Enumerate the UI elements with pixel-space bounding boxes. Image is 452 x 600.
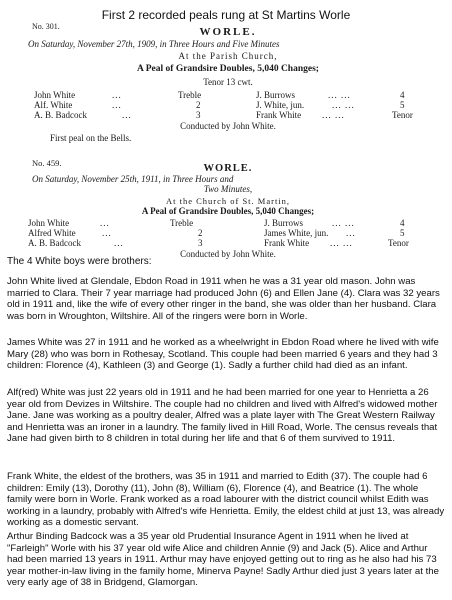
brothers-heading: The 4 White boys were brothers:	[7, 256, 152, 267]
ringer-bell: Treble	[178, 90, 202, 100]
peal-date: On Saturday, November 27th, 1909, in Three Hours and Five Minutes	[28, 39, 280, 49]
dots: ...	[112, 90, 122, 100]
ringer-bell: Tenor	[392, 110, 413, 120]
ringer-name: J. Burrows	[264, 218, 304, 228]
peal-place: WORLE.	[199, 26, 257, 38]
dots: ... ...	[322, 110, 345, 120]
peal-number: No. 459.	[32, 158, 62, 168]
ringer-bell: 2	[196, 100, 201, 110]
ringer-bell: 4	[400, 218, 405, 228]
dots: ... ...	[330, 238, 353, 248]
ringer-name: John White	[34, 90, 76, 100]
ringer-bell: 3	[198, 238, 203, 248]
ringer-bell: 5	[400, 228, 405, 238]
peal-place: WORLE.	[203, 163, 253, 174]
dots: ...	[112, 100, 122, 110]
dots: ...	[346, 228, 356, 238]
ringer-bell: 4	[400, 90, 405, 100]
ringer-bell: Tenor	[388, 238, 409, 248]
peal-date-2: Two Minutes,	[203, 184, 253, 194]
ringer-name: Alf. White	[34, 100, 73, 110]
peal-venue: At the Parish Church,	[178, 51, 278, 61]
ringer-name: A. B. Badcock	[34, 110, 87, 120]
peal-record-1911	[28, 158, 428, 259]
peal-title: A Peal of Grandsire Doubles, 5,040 Changes;	[141, 206, 315, 216]
ringer-name: J. Burrows	[256, 90, 296, 100]
ringer-bell: 2	[198, 228, 203, 238]
paragraph-john-white: John White lived at Glendale, Ebdon Road in 1911 when he was a 31 year old mason. John was married to Clara. Their 7 year marriage had produced John (6) and Ellen Jane (4). Clara was 32 years old in 1911 and, like the wife of every other ringer in the band, she was older than her husband. Clara was born in Wroughton, Wiltshire. All of the ringers were born in Worle.	[7, 276, 440, 322]
ringer-bell: 3	[196, 110, 201, 120]
peal-number: No. 301.	[32, 22, 60, 31]
peal-conductor: Conducted by John White.	[180, 121, 276, 131]
paragraph-alfred-white: Alf(red) White was just 22 years old in 1911 and he had been married for one year to Henrietta a 26 year old from Devizes in Wiltshire. The couple had no children and lived with Alfred's widowed mother Jane. Jane was working as a poultry dealer, Alfred was a plate layer with The Great Western Railway and Henrietta was an ironer in a laundry. The family lived in Hill Road, Worle. The census reveals that Jane had given birth to 8 children in total during her life and that 6 of them survived to 1911.	[7, 387, 438, 445]
dots: ...	[100, 218, 110, 228]
page-title: First 2 recorded peals rung at St Martins Worle	[101, 8, 351, 22]
dots: ... ...	[332, 218, 355, 228]
peal-record-1909	[28, 22, 428, 156]
paragraph-arthur-badcock: Arthur Binding Badcock was a 35 year old Prudential Insurance Agent in 1911 when he lived at "Farleigh" Worle with his 37 year old wife Alice and children Annie (9) and Jack (5). Alice and Arthur had been married 13 years in 1911. Arthur may have enjoyed getting out to ring as he also had his 73 year mother-in-law living in the family home, Minerva Payne! Sadly Arthur died just 3 years later at the very early age of 38 in Bridgend, Glamorgan.	[7, 531, 439, 589]
dots: ...	[102, 228, 112, 238]
ringer-name: J. White, jun.	[256, 100, 305, 110]
ringer-bell: 5	[400, 100, 405, 110]
paragraph-frank-white: Frank White, the eldest of the brothers, was 35 in 1911 and married to Edith (37). The couple had 6 children: Emily (13), Dorothy (11), John (8), William (6), Florence (4), and Beatrice (1). The whole family were born in Worle. Frank worked as a road labourer with the district council whilst Edith was working in a laundry, probably with Alfred's wife Henrietta. Emily, the eldest child at just 13, was already working as a domestic servant.	[7, 471, 445, 529]
peal-title: A Peal of Grandsire Doubles, 5,040 Changes;	[137, 64, 319, 74]
ringer-name: James White, jun.	[264, 228, 329, 238]
dots: ... ...	[332, 100, 355, 110]
ringer-name: Alfred White	[28, 228, 76, 238]
dots: ...	[114, 238, 124, 248]
ringer-name: Frank White	[256, 110, 302, 120]
ringer-name: John White	[28, 218, 70, 228]
paragraph-james-white: James White was 27 in 1911 and he worked as a wheelwright in Ebdon Road where he lived with wife Mary (28) who was born in Rothesay, Scotland. This couple had been married 6 years and they had 3 children: Florence (4), Kathleen (3) and George (1). Sadly a further child had died as an infant.	[7, 337, 439, 372]
peal-conductor: Conducted by John White.	[180, 249, 276, 259]
ringer-name: A. B. Badcock	[28, 238, 81, 248]
peal-date: On Saturday, November 25th, 1911, in Three Hours and	[32, 174, 234, 184]
peal-venue: At the Church of St. Martin,	[165, 196, 291, 206]
ringer-bell: Treble	[170, 218, 194, 228]
dots: ... ...	[328, 90, 351, 100]
ringer-name: Frank White	[264, 238, 310, 248]
dots: ...	[122, 110, 132, 120]
peal-tenor: Tenor 13 cwt.	[203, 77, 253, 87]
peal-note: First peal on the Bells.	[50, 133, 132, 143]
